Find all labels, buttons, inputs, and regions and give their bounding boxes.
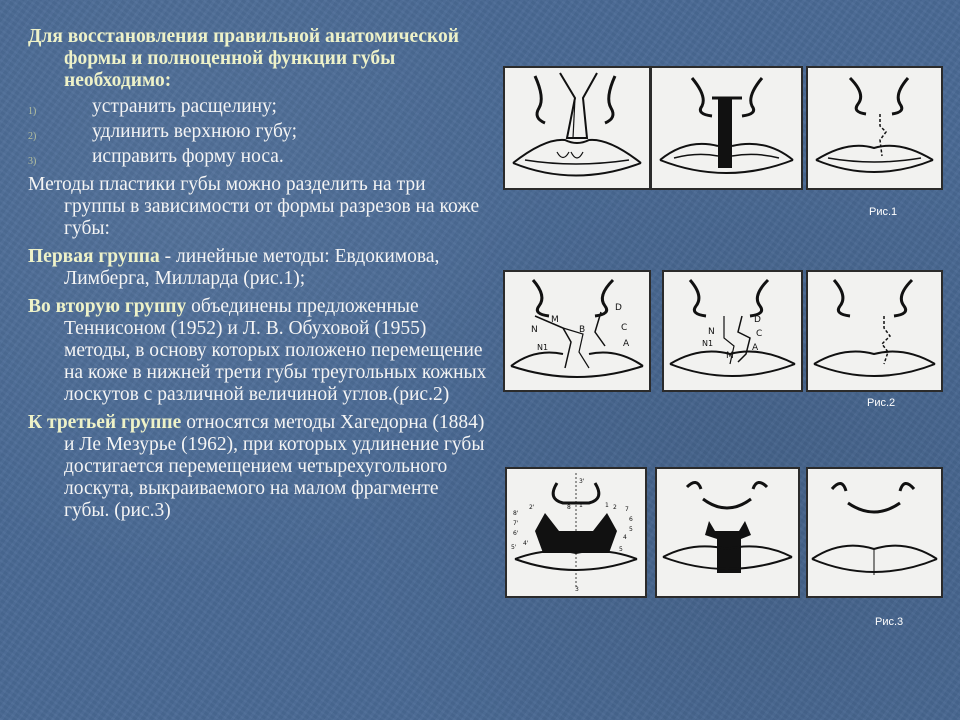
point-label: 3'	[579, 478, 585, 485]
point-label: A	[623, 339, 630, 349]
group3-text: относятся методы Хагедорна (1884) и Ле Мезурье (1962), при которых удлинение губы достигается перемещением четырехугольного лоскута, выкраиваемого на малом фрагменте губы. (рис.3)	[64, 412, 485, 521]
fig1-panel-c	[806, 66, 943, 190]
point-label: 7'	[513, 520, 519, 527]
slide-heading: Для восстановления правильной анатомической формы и полноценной функции губы необходимо:	[28, 26, 459, 91]
lip-illustration	[505, 68, 649, 188]
slide-text	[28, 26, 488, 522]
point-label: B	[579, 325, 586, 335]
lip-illustration	[664, 272, 801, 390]
fig3-panel-b	[655, 467, 800, 598]
point-label: 2'	[529, 504, 535, 511]
lip-illustration	[505, 272, 649, 390]
fig3-panel-c	[806, 467, 943, 598]
point-label: M	[551, 315, 559, 325]
fig1-panel-b	[650, 66, 803, 190]
group1-text: - линейные методы: Евдокимова, Лимберга, Милларда (рис.1);	[64, 246, 440, 289]
fig3-caption: Рис.3	[875, 616, 904, 628]
group2-paragraph	[28, 296, 488, 406]
fig1-panel-a	[503, 66, 651, 190]
lip-illustration	[657, 469, 798, 596]
point-label: 1	[605, 502, 609, 509]
point-label: 5	[629, 526, 633, 533]
point-label: 5	[619, 546, 623, 553]
point-label: 2	[613, 504, 617, 511]
intro-paragraph: Методы пластики губы можно разделить на три группы в зависимости от формы разрезов на коже губы:	[28, 174, 480, 239]
group2-label: Во вторую группу	[28, 296, 187, 317]
point-label: N1	[702, 339, 714, 348]
group3-paragraph	[28, 412, 488, 522]
requirement-item	[28, 96, 488, 118]
item-text: устранить расщелину;	[92, 96, 277, 117]
point-label: 4'	[523, 540, 529, 547]
point-label: N	[708, 327, 715, 337]
lip-illustration	[808, 469, 941, 596]
point-label: D	[615, 303, 622, 313]
point-label: 6	[629, 516, 633, 523]
point-label: C	[756, 329, 763, 339]
item-number: 2)	[28, 131, 37, 142]
item-text: удлинить верхнюю губу;	[92, 121, 298, 142]
requirement-item	[28, 146, 488, 168]
requirements-list	[28, 96, 488, 168]
group3-label: К третьей группе	[28, 412, 182, 433]
fig2-panel-b	[662, 270, 803, 392]
lip-illustration	[652, 68, 801, 188]
lip-illustration	[507, 469, 645, 596]
group1-label: Первая группа	[28, 246, 160, 267]
item-text: исправить форму носа.	[92, 146, 284, 167]
point-label: N	[531, 325, 538, 335]
point-label: 8'	[513, 510, 519, 517]
point-label: A	[752, 343, 759, 353]
fig2-caption: Рис.2	[867, 397, 896, 409]
point-label: M	[726, 351, 734, 361]
fig2-panel-c	[806, 270, 943, 392]
point-label: D	[754, 315, 761, 325]
point-label: 6'	[513, 530, 519, 537]
point-label: 1'	[579, 502, 585, 509]
point-label: 4	[623, 534, 627, 541]
lip-illustration	[808, 272, 941, 390]
point-label: 7	[625, 506, 629, 513]
point-label: 3	[575, 586, 579, 593]
point-label: 8	[567, 504, 571, 511]
fig1-caption: Рис.1	[869, 206, 898, 218]
point-label: 5'	[511, 544, 517, 551]
fig2-panel-a	[503, 270, 651, 392]
item-number: 1)	[28, 106, 37, 117]
fig3-panel-a	[505, 467, 647, 598]
item-number: 3)	[28, 156, 37, 167]
requirement-item	[28, 121, 488, 143]
lip-illustration	[808, 68, 941, 188]
point-label: N1	[537, 343, 549, 352]
point-label: C	[621, 323, 628, 333]
group1-paragraph	[28, 246, 488, 290]
group2-text: объединены предложенные Теннисоном (1952) и Л. В. Обуховой (1955) методы, в основу которых положено перемещение на коже в нижней трети губы треугольных кожных лоскутов с различной величиной углов.(рис.2)	[64, 296, 487, 405]
